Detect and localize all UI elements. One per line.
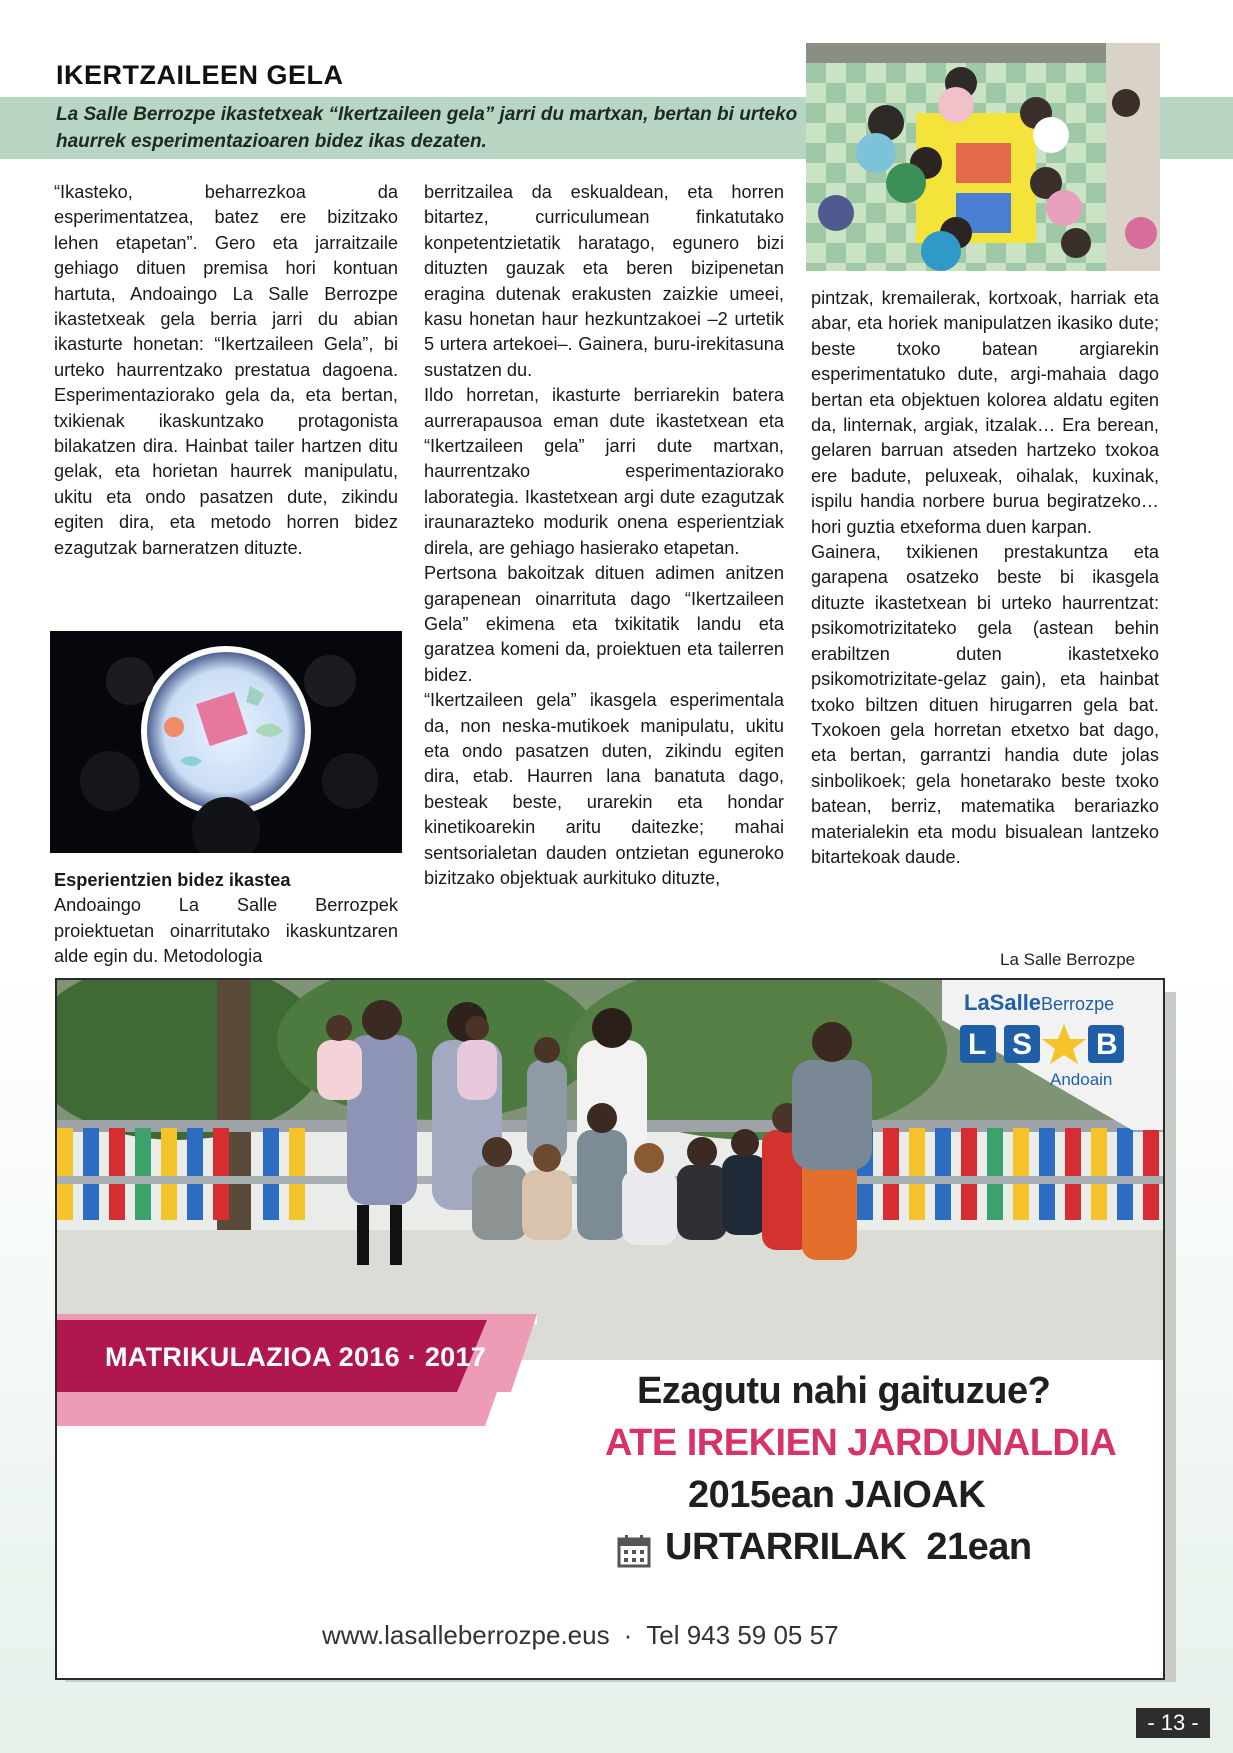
- open-day-title: ATE IREKIEN JARDUNALDIA: [605, 1422, 1117, 1464]
- lead-text: La Salle Berrozpe ikastetxeak “Ikertzaileen gela” jarri du martxan, bertan bi urteko haurrek esperimentazioaren bidez ikas dezaten.: [56, 104, 798, 152]
- light-table-photo: [50, 631, 402, 853]
- phone-number: Tel 943 59 05 57: [646, 1620, 839, 1650]
- light-table-image: [50, 631, 402, 853]
- logo-brand-2: Berrozpe: [1041, 994, 1115, 1014]
- column3-paragraph-1: pintzak, kremailerak, kortxoak, harriak eta abar, eta horiek manipulatzen ikasiko dute; beste txoko batean argiarekin esperimentatuko dute, argi-mahaia dago bertan eta objektuen kolorea aldatu egiten da, linternak, argiak, itzalak… Era berean, gelaren barruan atseden hartzeko txokoa ere badute, peluxeak, oihalak, kuxinak, ispilu handia norbere burua begiratzeko… hori guztia etxeforma duen karpan.: [811, 288, 1159, 537]
- article-column-1-continued: [54, 868, 398, 970]
- logo-brand: LaSalle: [964, 990, 1042, 1015]
- subheading: Esperientzien bidez ikastea: [54, 870, 291, 890]
- logo-letter-b: B: [1096, 1028, 1118, 1061]
- article-column-3: [811, 286, 1159, 870]
- logo-town: Andoain: [1050, 1070, 1113, 1089]
- logo-letter-l: L: [968, 1028, 987, 1061]
- column2-paragraph-2: Ildo horretan, ikasturte berriarekin batera aurrerapausoa eman dute ikastetxean eta “Ikertzaileen gela” jarri dute martxan, haurrentzako esperimentaziorako laborategia. Ikastetxean argi dute ezagutzak iraunarazteko modurik onena esperientziak direla, are gehiago hasierako etapetan.: [424, 385, 784, 558]
- contact-separator: ·: [623, 1620, 633, 1650]
- classroom-photo: [806, 43, 1160, 271]
- section-title: IKERTZAILEEN GELA: [56, 60, 344, 90]
- article-credit: La Salle Berrozpe: [1000, 950, 1136, 969]
- website-link[interactable]: www.lasalleberrozpe.eus: [322, 1620, 610, 1650]
- open-day-date: URTARRILAK 21ean: [665, 1526, 1032, 1568]
- school-logo: [942, 980, 1163, 1130]
- column1-paragraph: “Ikasteko, beharrezkoa da esperimentatzea, batez ere bizitzako lehen etapetan”. Gero eta jarraitzaile gehiago dituen premisa hori kontuan hartuta, Andoaingo La Salle Berrozpe ikastetxeak gela berria jarri du abian ikasturte honetan: “Ikertzaileen Gela”, bi urteko haurrentzako prestatua dagoena. Esperimentaziorako gela da, eta bertan, txikienak ikaskuntzako protagonista bilakatzen dira. Hainbat tailer hartzen ditu gelak, eta horietan haurrek manipulatu, ukitu eta ondo pasatzen dute, zikindu egiten dira, eta metodo horren bidez ezagutzak barneratzen dituzte.: [54, 182, 398, 558]
- target-birth-year: 2015ean JAIOAK: [688, 1474, 986, 1516]
- classroom-photo-image: [806, 43, 1160, 271]
- ad-question: Ezagutu nahi gaituzue?: [637, 1370, 1051, 1412]
- column2-paragraph-3: Pertsona bakoitzak dituen adimen anitzen garapenean oinarrituta dago “Ikertzaileen Gela” ekimena eta txikitatik landu eta garatzea komeni da, proiektuen eta tailerren bidez.: [424, 563, 784, 685]
- column3-paragraph-2: Gainera, txikienen prestakuntza eta garapena osatzeko beste bi ikasgela dituzte ikastetxean bi urteko haurrentzat: psikomotrizitateko gela (astean behin erabiltzen duten ikastetxeko psikomotrizitate-gelaz gain), eta hainbat txoko biltzen dituen hirugarren gela bat. Txokoen gela horretan etxetxo bat dago, eta bertan, garrantzi handia dute jolas sinbolikoek; gela honetarako beste txoko batean, berriz, matematika berariazko materialekin eta modu bisualean lantzeko bitartekoak daude.: [811, 542, 1159, 867]
- advertisement: [55, 978, 1165, 1680]
- column2-paragraph-1: berritzailea da eskualdean, eta horren bitartez, curriculumean finkatutako konpetentzietatik haratago, egunero bizi dituzten gauzak eta beren bizipenetan eragina dutenak erakusten zaizkie umeei, kasu honetan haur hezkuntzakoei –2 urtetik 5 urtera artekoei–. Gainera, buru-irekitasuna sustatzen du.: [424, 182, 784, 380]
- enrollment-banner-text: MATRIKULAZIOA 2016 · 2017: [105, 1342, 487, 1372]
- column2-paragraph-4: “Ikertzaileen gela” ikasgela esperimentala da, non neska-mutikoek manipulatu, ukitu eta ondo pasatzen duten, zikindu egiten dira, etab. Haurren lana banatuta dago, besteak beste, urarekin eta hondar kinetikoarekin aritu daitezke; mahai sentsorialetan dauden ontzietan eguneroko bizitzako objektuak aurkituko dituzte,: [424, 690, 784, 888]
- column1-paragraph-2: Andoaingo La Salle Berrozpek proiektuetan oinarritutako ikaskuntzaren alde egin du. Metodologia: [54, 895, 398, 967]
- page-number: - 13 -: [1136, 1708, 1210, 1738]
- calendar-icon: [617, 1534, 651, 1568]
- article-column-1: [54, 180, 398, 561]
- ad-contact: [322, 1620, 839, 1651]
- article-column-2: [424, 180, 784, 891]
- logo-letter-s: S: [1012, 1028, 1033, 1061]
- enrollment-banner-stripe: [57, 1392, 537, 1426]
